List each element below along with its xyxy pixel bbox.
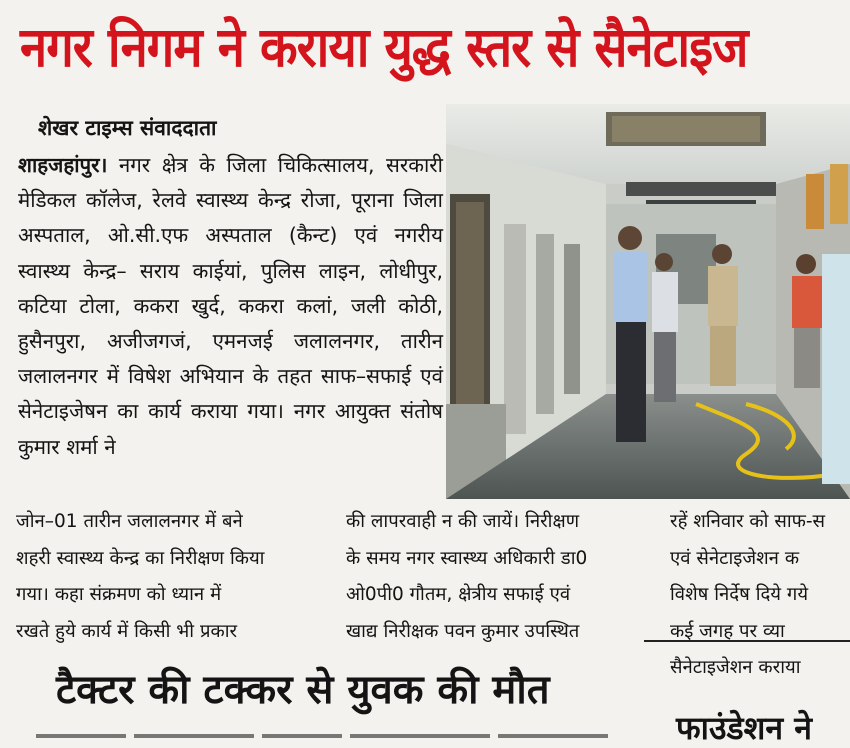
column-line: एवं सेनेटाइजेशन क xyxy=(670,547,800,569)
body-column-1 xyxy=(16,504,332,650)
column-line: सैनेटाइजेशन कराया xyxy=(670,657,801,678)
column-line: रखते हुये कार्य में किसी भी प्रकार xyxy=(16,620,238,642)
news-photo xyxy=(446,104,850,499)
tertiary-headline: फाउंडेशन ने xyxy=(676,709,813,747)
body-column-3 xyxy=(670,504,850,687)
photo-illustration xyxy=(446,104,850,499)
lead-text: नगर क्षेत्र के जिला चिकित्सालय, सरकारी मेडिकल कॉलेज, रेलवे स्वास्थ्य केन्द्र रोजा, पूराना जिला अस्पताल, ओ.सी.एफ अस्पताल (कैन्ट) एवं नगरीय स्वास्थ्य केन्द्र– सराय काईयां, पुलिस लाइन, लोधीपुर, कटिया टोला, ककरा खुर्द, ककरा कलां, जली कोठी, हुसैनपुरा, अजीजगजं, एमनजई जलालनगर, तारीन जलालनगर में विषेश अभियान के तहत साफ–सफाई एवं सेनेटाइजेषन का कार्य कराया गया। नगर आयुक्त संतोष कुमार शर्मा ने xyxy=(18,153,443,459)
byline: शेखर टाइम्स संवाददाता xyxy=(38,116,217,140)
secondary-headline: टैक्टर की टक्कर से युवक की मौत xyxy=(56,667,550,713)
column-line: गया। कहा संक्रमण को ध्यान में xyxy=(16,584,222,605)
column-line: कई जगह पर व्या xyxy=(670,620,785,642)
column-line: ओ0पी0 गौतम, क्षेत्रीय सफाई एवं xyxy=(346,584,571,605)
column-line: जोन–01 तारीन जलालनगर में बने xyxy=(16,511,243,532)
column-line: रहें शनिवार को साफ-स xyxy=(670,511,826,532)
column-line: विशेष निर्देष दिये गये xyxy=(670,584,809,605)
column-divider xyxy=(644,640,850,642)
dateline-place: शाहजहांपुर। xyxy=(18,153,108,177)
body-column-2 xyxy=(346,504,648,650)
column-line: की लापरवाही न की जायें। निरीक्षण xyxy=(346,511,580,532)
column-line: शहरी स्वास्थ्य केन्द्र का निरीक्षण किया xyxy=(16,547,265,569)
column-line: खाद्य निरीक्षक पवन कुमार उपस्थित xyxy=(346,620,580,642)
cut-off-text-line xyxy=(36,734,636,744)
lead-paragraph xyxy=(18,148,443,465)
main-headline: नगर निगम ने कराया युद्ध स्तर से सैनेटाइज xyxy=(20,15,748,80)
column-line: के समय नगर स्वास्थ्य अधिकारी डा0 xyxy=(346,547,588,569)
